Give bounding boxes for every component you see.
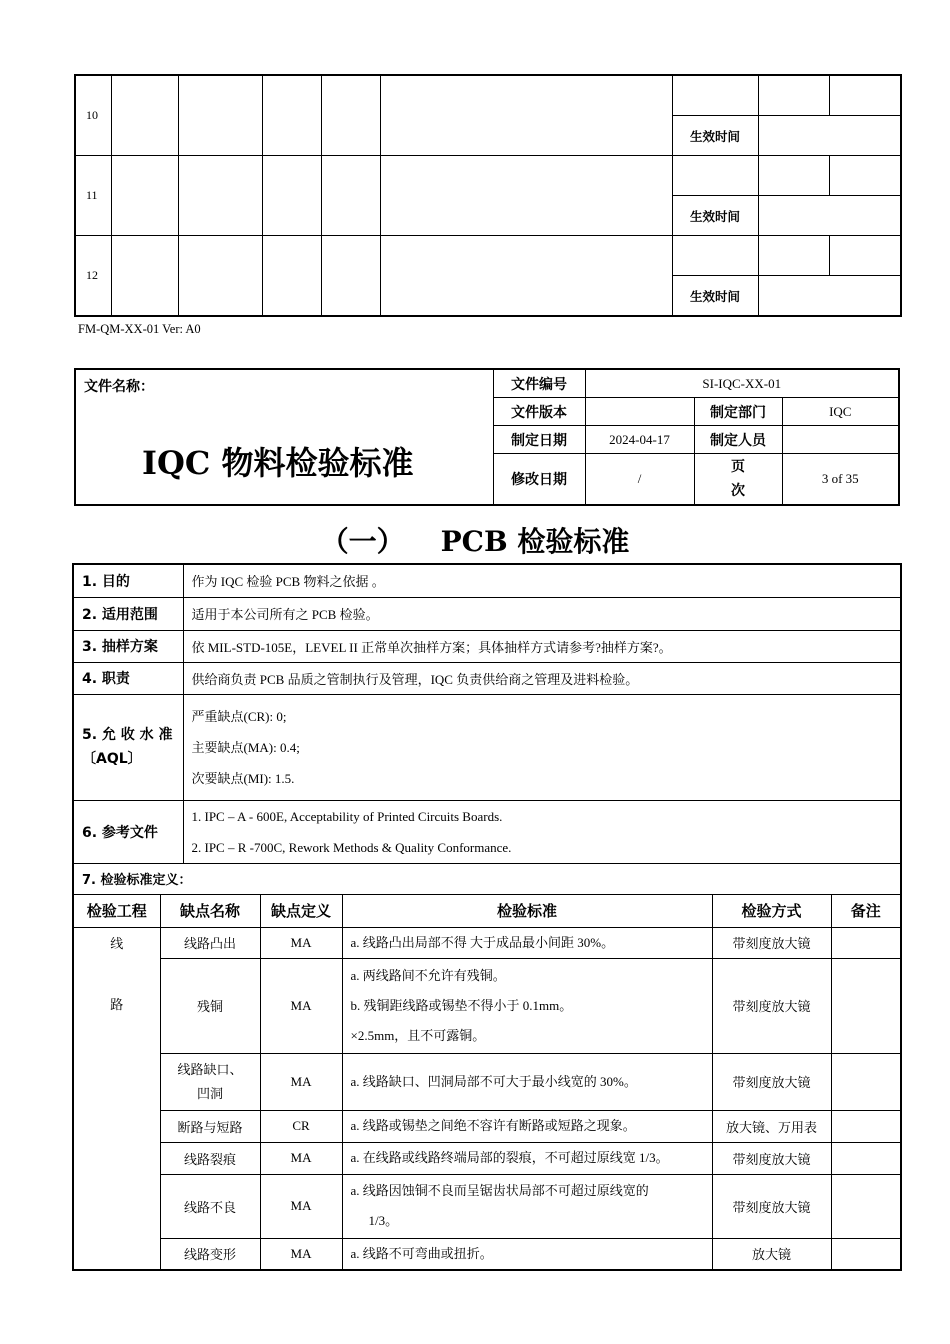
dept-value: IQC xyxy=(782,398,899,426)
table-row xyxy=(73,1238,901,1270)
table-row xyxy=(73,1110,901,1142)
standard-text: a. 线路或锡垫之间绝不容许有断路或短路之现象。 xyxy=(342,1110,712,1142)
standard-text: a. 线路不可弯曲或扭折。 xyxy=(342,1238,712,1270)
col-header-defect-name: 缺点名称 xyxy=(160,894,260,927)
revision-no: 10 xyxy=(75,75,111,156)
document-header xyxy=(74,368,900,506)
remark-cell xyxy=(831,1142,901,1174)
purpose-label: 1. 目的 xyxy=(73,564,183,597)
page-value: 3 of 35 xyxy=(782,454,899,506)
remark-cell xyxy=(831,958,901,1053)
defect-name: 线路不良 xyxy=(160,1174,260,1238)
defect-level: MA xyxy=(260,927,342,958)
author-label: 制定人员 xyxy=(694,426,782,454)
revision-row xyxy=(75,75,901,116)
author-value xyxy=(782,426,899,454)
aql-cr: 严重缺点(CR): 0; xyxy=(191,708,287,724)
doc-no: SI-IQC-XX-01 xyxy=(585,369,899,398)
method-text: 带刻度放大镜 xyxy=(712,958,831,1053)
standard-text: a. 在线路或线路终端局部的裂痕，不可超过原线宽 1/3。 xyxy=(342,1142,712,1174)
method-text: 带刻度放大镜 xyxy=(712,1053,831,1110)
doc-no-label: 文件编号 xyxy=(493,369,585,398)
standard-text: a. 线路凸出局部不得 大于成品最小间距 30%。 xyxy=(342,927,712,958)
standard-text: a. 两线路间不允许有残铜。 b. 残铜距线路或锡垫不得小于 0.1mm。 ×2.5mm，且不可露铜。 xyxy=(342,958,712,1053)
defect-name: 线路变形 xyxy=(160,1238,260,1270)
aql-label: 5. 允 收 水 准 〔AQL〕 xyxy=(73,694,183,800)
form-code: FM-QM-XX-01 Ver: A0 xyxy=(78,322,201,336)
col-header-standard: 检验标准 xyxy=(342,894,712,927)
effective-time-label: 生效时间 xyxy=(672,276,758,317)
method-text: 带刻度放大镜 xyxy=(712,927,831,958)
reference-label: 6. 参考文件 xyxy=(73,800,183,863)
sampling-text: 依 MIL-STD-105E，LEVEL II 正常单次抽样方案；具体抽样方式请参考?抽样方案?。 xyxy=(183,630,901,662)
process-cell: 线 路 xyxy=(73,927,160,1270)
reference-list xyxy=(183,800,901,863)
table-row xyxy=(73,1142,901,1174)
scope-text: 适用于本公司所有之 PCB 检验。 xyxy=(183,597,901,630)
defect-name: 残铜 xyxy=(160,958,260,1053)
col-header-method: 检验方式 xyxy=(712,894,831,927)
method-text: 放大镜 xyxy=(712,1238,831,1270)
defect-level: MA xyxy=(260,1053,342,1110)
method-text: 带刻度放大镜 xyxy=(712,1174,831,1238)
defect-level: CR xyxy=(260,1110,342,1142)
revise-value: / xyxy=(585,454,694,506)
defect-name: 线路凸出 xyxy=(160,927,260,958)
sampling-label: 3. 抽样方案 xyxy=(73,630,183,662)
version-label: 文件版本 xyxy=(493,398,585,426)
col-header-defect-def: 缺点定义 xyxy=(260,894,342,927)
table-row xyxy=(73,927,901,958)
defect-name: 线路缺口、 凹洞 xyxy=(160,1053,260,1110)
defect-level: MA xyxy=(260,1142,342,1174)
table-row xyxy=(73,958,901,1053)
page-label: 页 次 xyxy=(694,454,782,506)
col-header-process: 检验工程 xyxy=(73,894,160,927)
revise-label: 修改日期 xyxy=(493,454,585,506)
effective-time-label: 生效时间 xyxy=(672,116,758,156)
reference-item: 2. IPC – R -700C, Rework Methods & Quality Conformance. xyxy=(191,839,512,855)
revision-row xyxy=(75,236,901,276)
table-row xyxy=(73,1053,901,1110)
method-text: 放大镜、万用表 xyxy=(712,1110,831,1142)
revision-table xyxy=(74,74,902,317)
table-row xyxy=(73,1174,901,1238)
remark-cell xyxy=(831,1110,901,1142)
dept-label: 制定部门 xyxy=(694,398,782,426)
doc-name-label: 文件名称： xyxy=(84,379,154,395)
defect-name: 断路与短路 xyxy=(160,1110,260,1142)
version-value xyxy=(585,398,694,426)
remark-cell xyxy=(831,1174,901,1238)
defect-level: MA xyxy=(260,1174,342,1238)
revision-no: 12 xyxy=(75,236,111,317)
remark-cell xyxy=(831,927,901,958)
aql-mi: 次要缺点(MI): 1.5. xyxy=(191,770,295,786)
defect-name: 线路裂痕 xyxy=(160,1142,260,1174)
duty-text: 供给商负责 PCB 品质之管制执行及管理，IQC 负责供给商之管理及进料检验。 xyxy=(183,662,901,694)
spec-table xyxy=(72,563,902,1271)
scope-label: 2. 适用范围 xyxy=(73,597,183,630)
definition-label: 7. 检验标准定义： xyxy=(73,863,901,894)
purpose-text: 作为 IQC 检验 PCB 物料之依据 。 xyxy=(183,564,901,597)
doc-name-cell xyxy=(75,369,493,505)
defect-level: MA xyxy=(260,958,342,1053)
remark-cell xyxy=(831,1053,901,1110)
remark-cell xyxy=(831,1238,901,1270)
duty-label: 4. 职责 xyxy=(73,662,183,694)
aql-values xyxy=(183,694,901,800)
section-title: （一） PCB 检验标准 xyxy=(320,525,630,558)
defect-level: MA xyxy=(260,1238,342,1270)
reference-item: 1. IPC – A - 600E, Acceptability of Printed Circuits Boards. xyxy=(191,808,503,824)
date-value: 2024-04-17 xyxy=(585,426,694,454)
method-text: 带刻度放大镜 xyxy=(712,1142,831,1174)
standard-text: a. 线路缺口、凹洞局部不可大于最小线宽的 30%。 xyxy=(342,1053,712,1110)
standard-text: a. 线路因蚀铜不良而呈锯齿状局部不可超过原线宽的 1/3。 xyxy=(342,1174,712,1238)
col-header-remark: 备注 xyxy=(831,894,901,927)
revision-no: 11 xyxy=(75,156,111,236)
aql-ma: 主要缺点(MA): 0.4; xyxy=(191,739,300,755)
doc-title: IQC 物料检验标准 xyxy=(142,444,414,482)
date-label: 制定日期 xyxy=(493,426,585,454)
revision-row xyxy=(75,156,901,196)
effective-time-label: 生效时间 xyxy=(672,196,758,236)
